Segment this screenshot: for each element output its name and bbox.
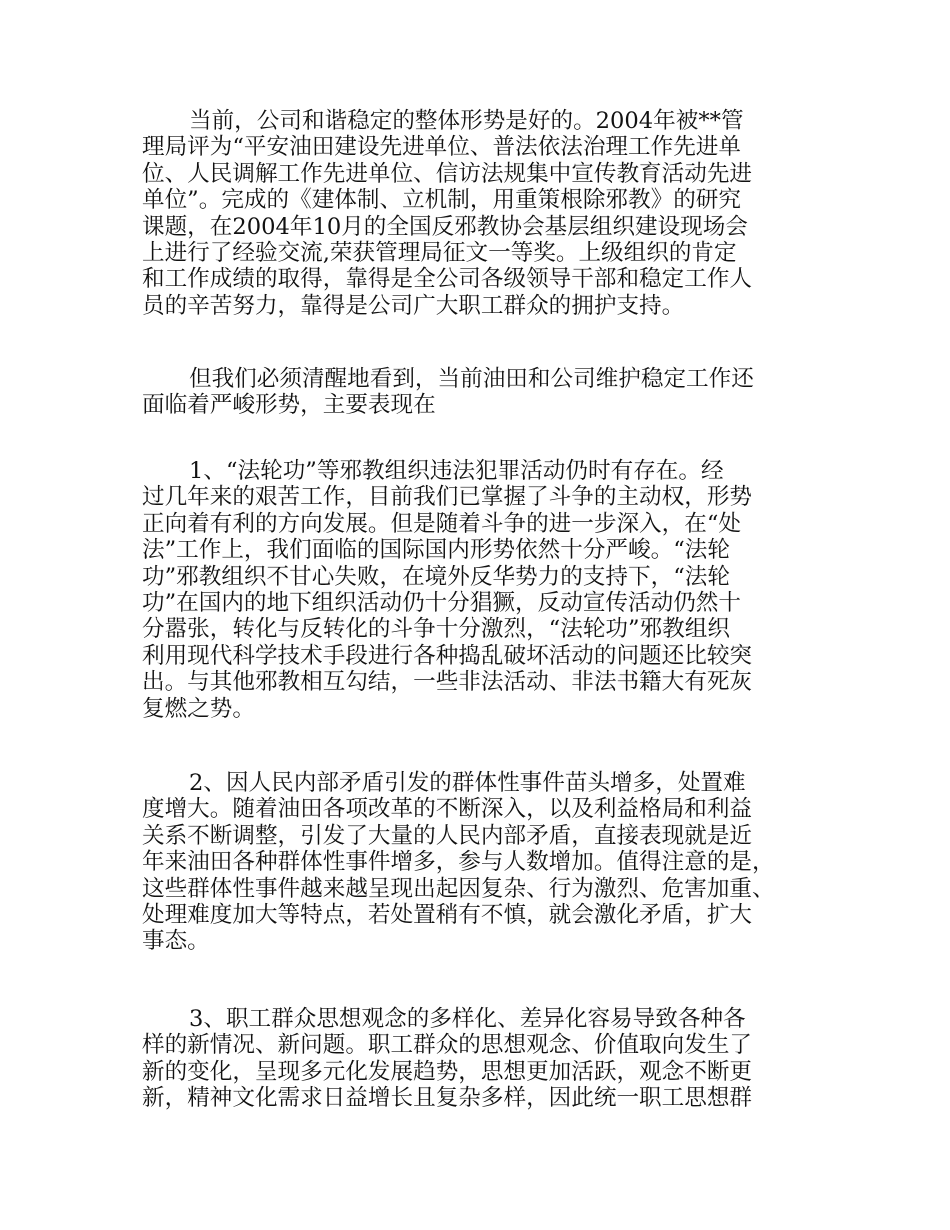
text-line: 事态。 bbox=[142, 928, 210, 955]
paragraph-point-1 bbox=[142, 458, 752, 722]
text-line: 法”工作上，我们面临的国际国内形势依然十分严峻。“法轮 bbox=[142, 537, 730, 564]
text-line: 处理难度加大等特点，若处置稍有不慎，就会激化矛盾，扩大 bbox=[142, 902, 753, 929]
text-line: 过几年来的艰苦工作，目前我们已掌握了斗争的主动权，形势 bbox=[142, 484, 753, 511]
text-line: 功”在国内的地下组织活动仍十分猖獗，反动宣传活动仍然十 bbox=[142, 590, 741, 617]
text-line: 年来油田各种群体性事件增多，参与人数增加。值得注意的是， bbox=[142, 849, 775, 876]
text-line: 课题，在2004年10月的全国反邪教协会基层组织建设现场会 bbox=[142, 213, 748, 240]
text-line: 3、职工群众思想观念的多样化、差异化容易导致各种各 bbox=[189, 1006, 746, 1032]
text-line: 2、因人民内部矛盾引发的群体性事件苗头增多，处置难 bbox=[189, 770, 746, 796]
text-line: 度增大。随着油田各项改革的不断深入，以及利益格局和利益 bbox=[142, 796, 753, 823]
text-line: 理局评为“平安油田建设先进单位、普法依法治理工作先进单 bbox=[142, 134, 741, 161]
text-line: 分嚣张，转化与反转化的斗争十分激烈，“法轮功”邪教组织 bbox=[142, 616, 730, 643]
text-line: 面临着严峻形势，主要表现在 bbox=[142, 392, 436, 419]
text-line: 利用现代科学技术手段进行各种捣乱破坏活动的问题还比较突 bbox=[142, 642, 753, 669]
text-line: 正向着有利的方向发展。但是随着斗争的进一步深入，在“处 bbox=[142, 510, 741, 537]
text-line: 和工作成绩的取得，靠得是全公司各级领导干部和稳定工作人 bbox=[142, 266, 753, 293]
text-line: 位、人民调解工作先进单位、信访法规集中宣传教育活动先进 bbox=[142, 160, 753, 187]
text-line: 员的辛苦努力，靠得是公司广大职工群众的拥护支持。 bbox=[142, 292, 685, 319]
text-line: 关系不断调整，引发了大量的人民内部矛盾，直接表现就是近 bbox=[142, 822, 753, 849]
text-line: 功”邪教组织不甘心失败，在境外反华势力的支持下，“法轮 bbox=[142, 563, 730, 590]
text-line: 出。与其他邪教相互勾结，一些非法活动、非法书籍大有死灰 bbox=[142, 669, 753, 696]
paragraph-challenges-intro bbox=[142, 366, 754, 419]
paragraph-point-2 bbox=[142, 770, 775, 955]
text-line: 上进行了经验交流,荣获管理局征文一等奖。上级组织的肯定 bbox=[142, 240, 737, 267]
paragraph-current-situation bbox=[142, 108, 752, 319]
text-line: 这些群体性事件越来越呈现出起因复杂、行为激烈、危害加重、 bbox=[142, 875, 775, 902]
text-line: 单位”。完成的《建体制、立机制，用重策根除邪教》的研究 bbox=[142, 187, 741, 214]
text-line: 但我们必须清醒地看到，当前油田和公司维护稳定工作还 bbox=[189, 366, 754, 392]
text-line: 复燃之势。 bbox=[142, 695, 255, 722]
text-line: 当前，公司和谐稳定的整体形势是好的。2004年被**管 bbox=[189, 108, 744, 134]
text-line: 样的新情况、新问题。职工群众的思想观念、价值取向发生了 bbox=[142, 1032, 753, 1059]
text-line: 新，精神文化需求日益增长且复杂多样，因此统一职工思想群 bbox=[142, 1085, 753, 1112]
paragraph-point-3 bbox=[142, 1006, 752, 1112]
text-line: 1、“法轮功”等邪教组织违法犯罪活动仍时有存在。经 bbox=[189, 458, 724, 484]
text-line: 新的变化，呈现多元化发展趋势，思想更加活跃，观念不断更 bbox=[142, 1058, 753, 1085]
